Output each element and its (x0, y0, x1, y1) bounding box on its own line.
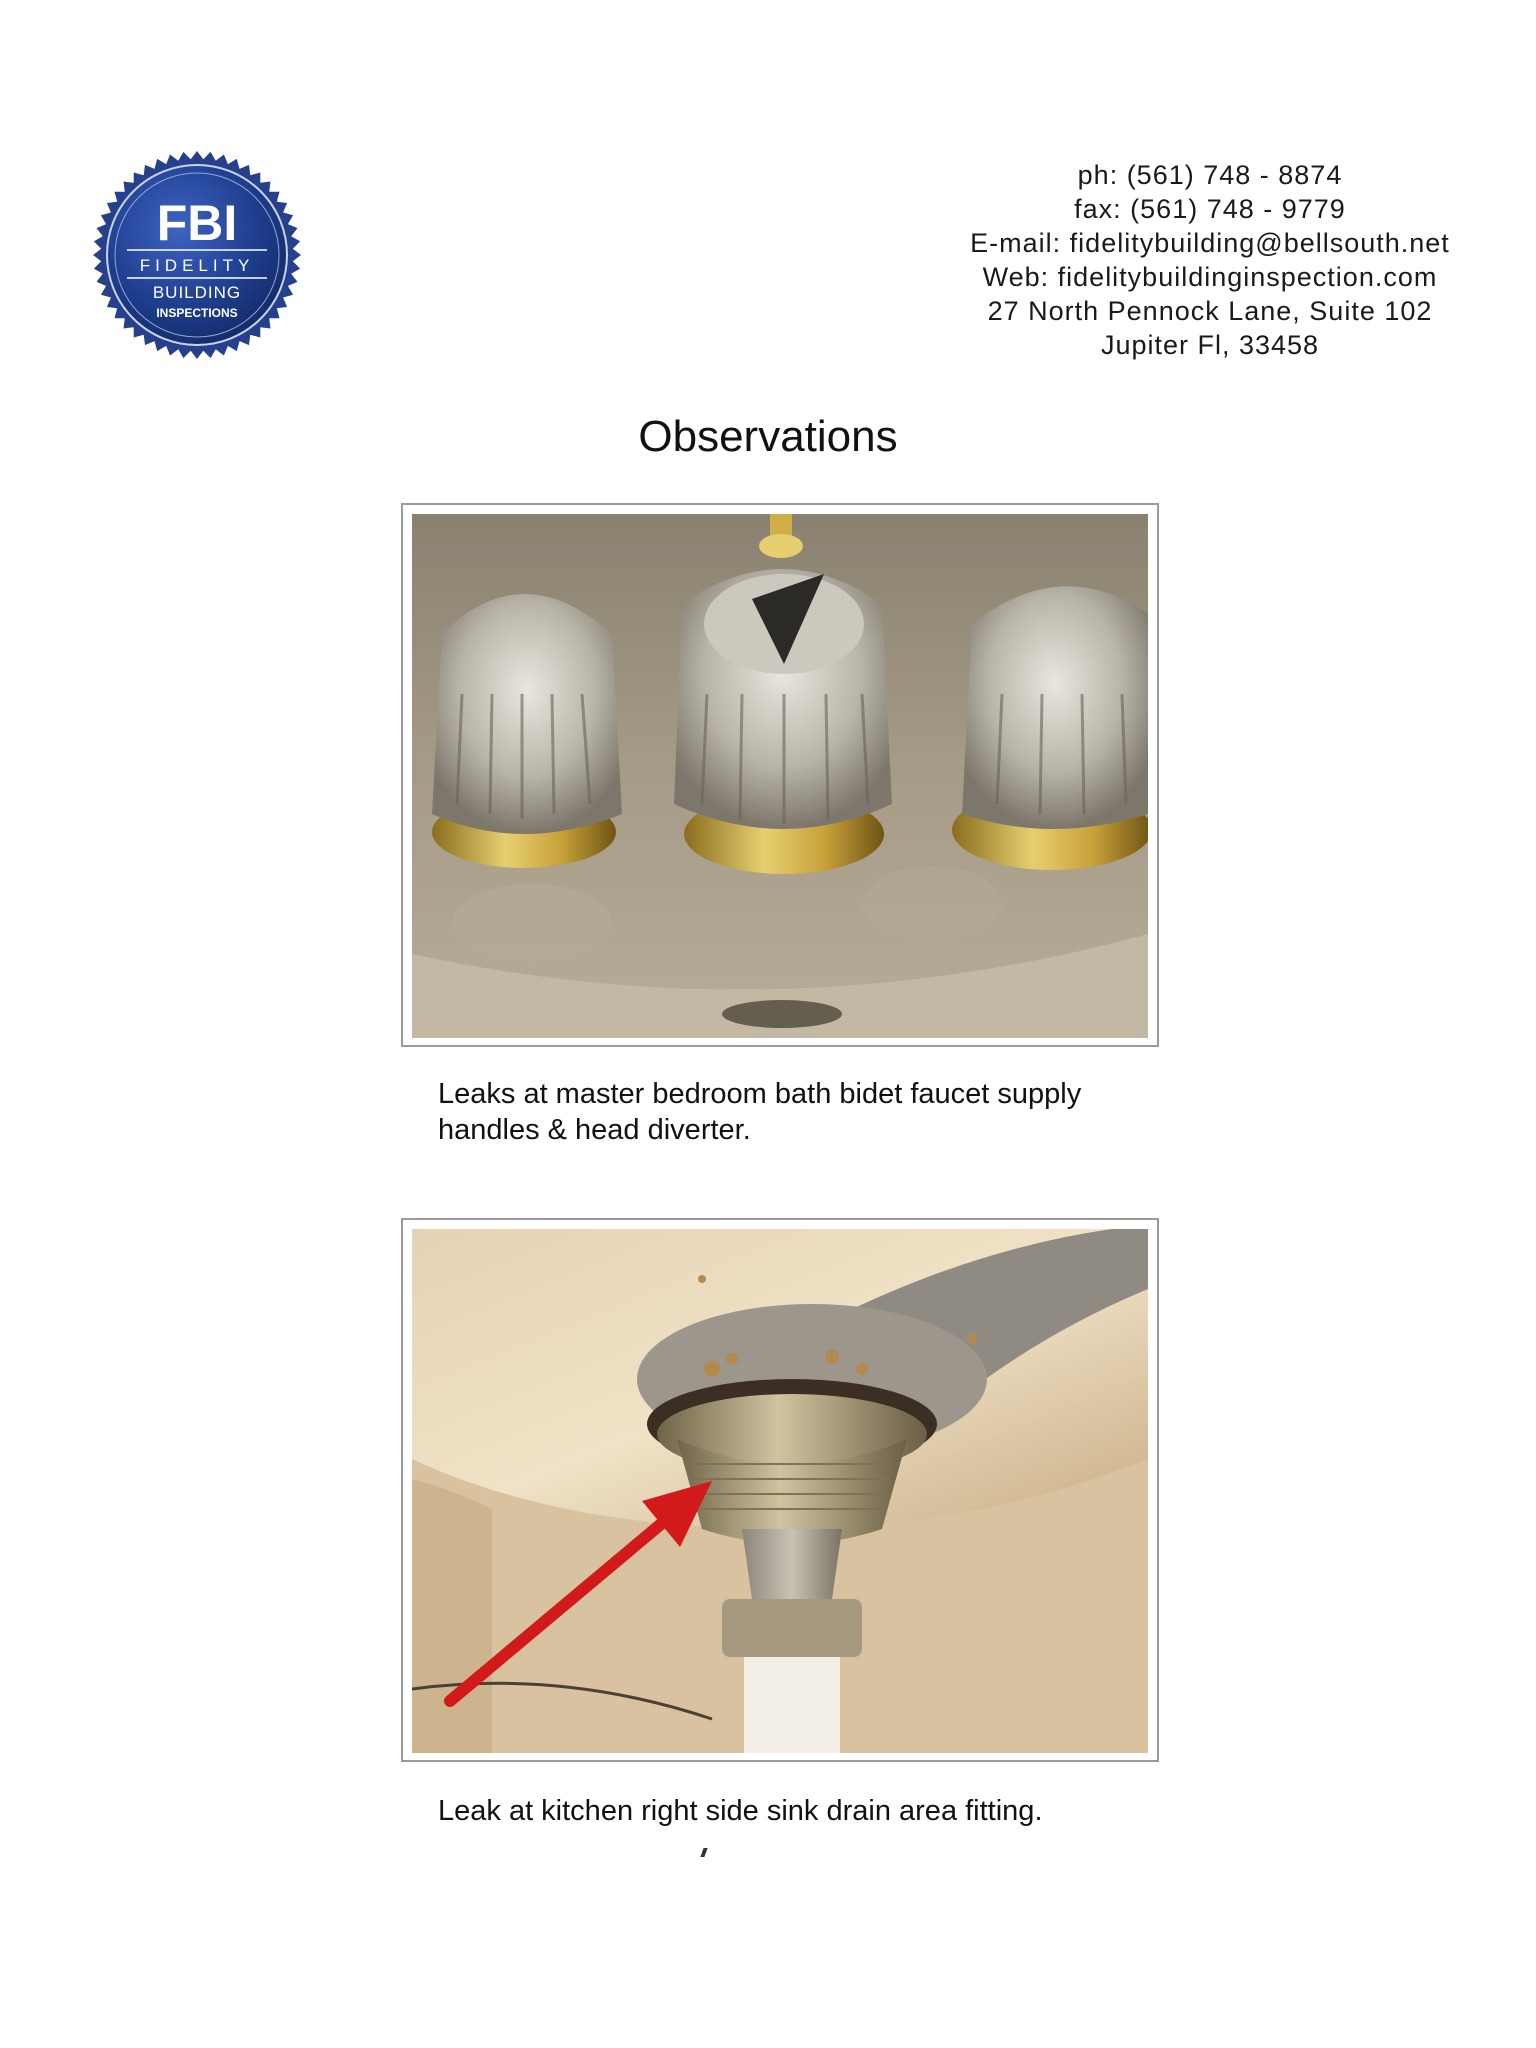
observation-caption-2: Leak at kitchen right side sink drain area fitting. (438, 1795, 1043, 1827)
logo-abbreviation: FBI (156, 195, 238, 251)
stray-ink-mark (700, 1848, 707, 1857)
company-logo (92, 150, 302, 360)
logo-line-inspections: INSPECTIONS (156, 306, 238, 320)
contact-address-line1: 27 North Pennock Lane, Suite 102 (987, 296, 1433, 326)
contact-fax: fax: (561) 748 - 9779 (1074, 194, 1346, 224)
contact-web: Web: fidelitybuildinginspection.com (982, 262, 1438, 292)
logo-line-building: BUILDING (152, 283, 242, 302)
bidet-faucet-handles-photo-icon (412, 514, 1148, 1038)
observation-photo-2 (401, 1218, 1159, 1762)
sink-drain-fitting-photo-icon (412, 1229, 1148, 1753)
observation-caption-1: Leaks at master bedroom bath bidet faucet supply handles & head diverter. (438, 1078, 1082, 1146)
fbi-seal-logo-icon (92, 150, 302, 360)
page-title: Observations (638, 412, 898, 461)
contact-info (930, 158, 1490, 362)
observation-photo-1 (401, 503, 1159, 1047)
logo-line-fidelity: FIDELITY (139, 256, 255, 275)
contact-email: E-mail: fidelitybuilding@bellsouth.net (970, 228, 1450, 258)
contact-phone: ph: (561) 748 - 8874 (1077, 160, 1343, 190)
contact-address-line2: Jupiter Fl, 33458 (1100, 330, 1320, 360)
